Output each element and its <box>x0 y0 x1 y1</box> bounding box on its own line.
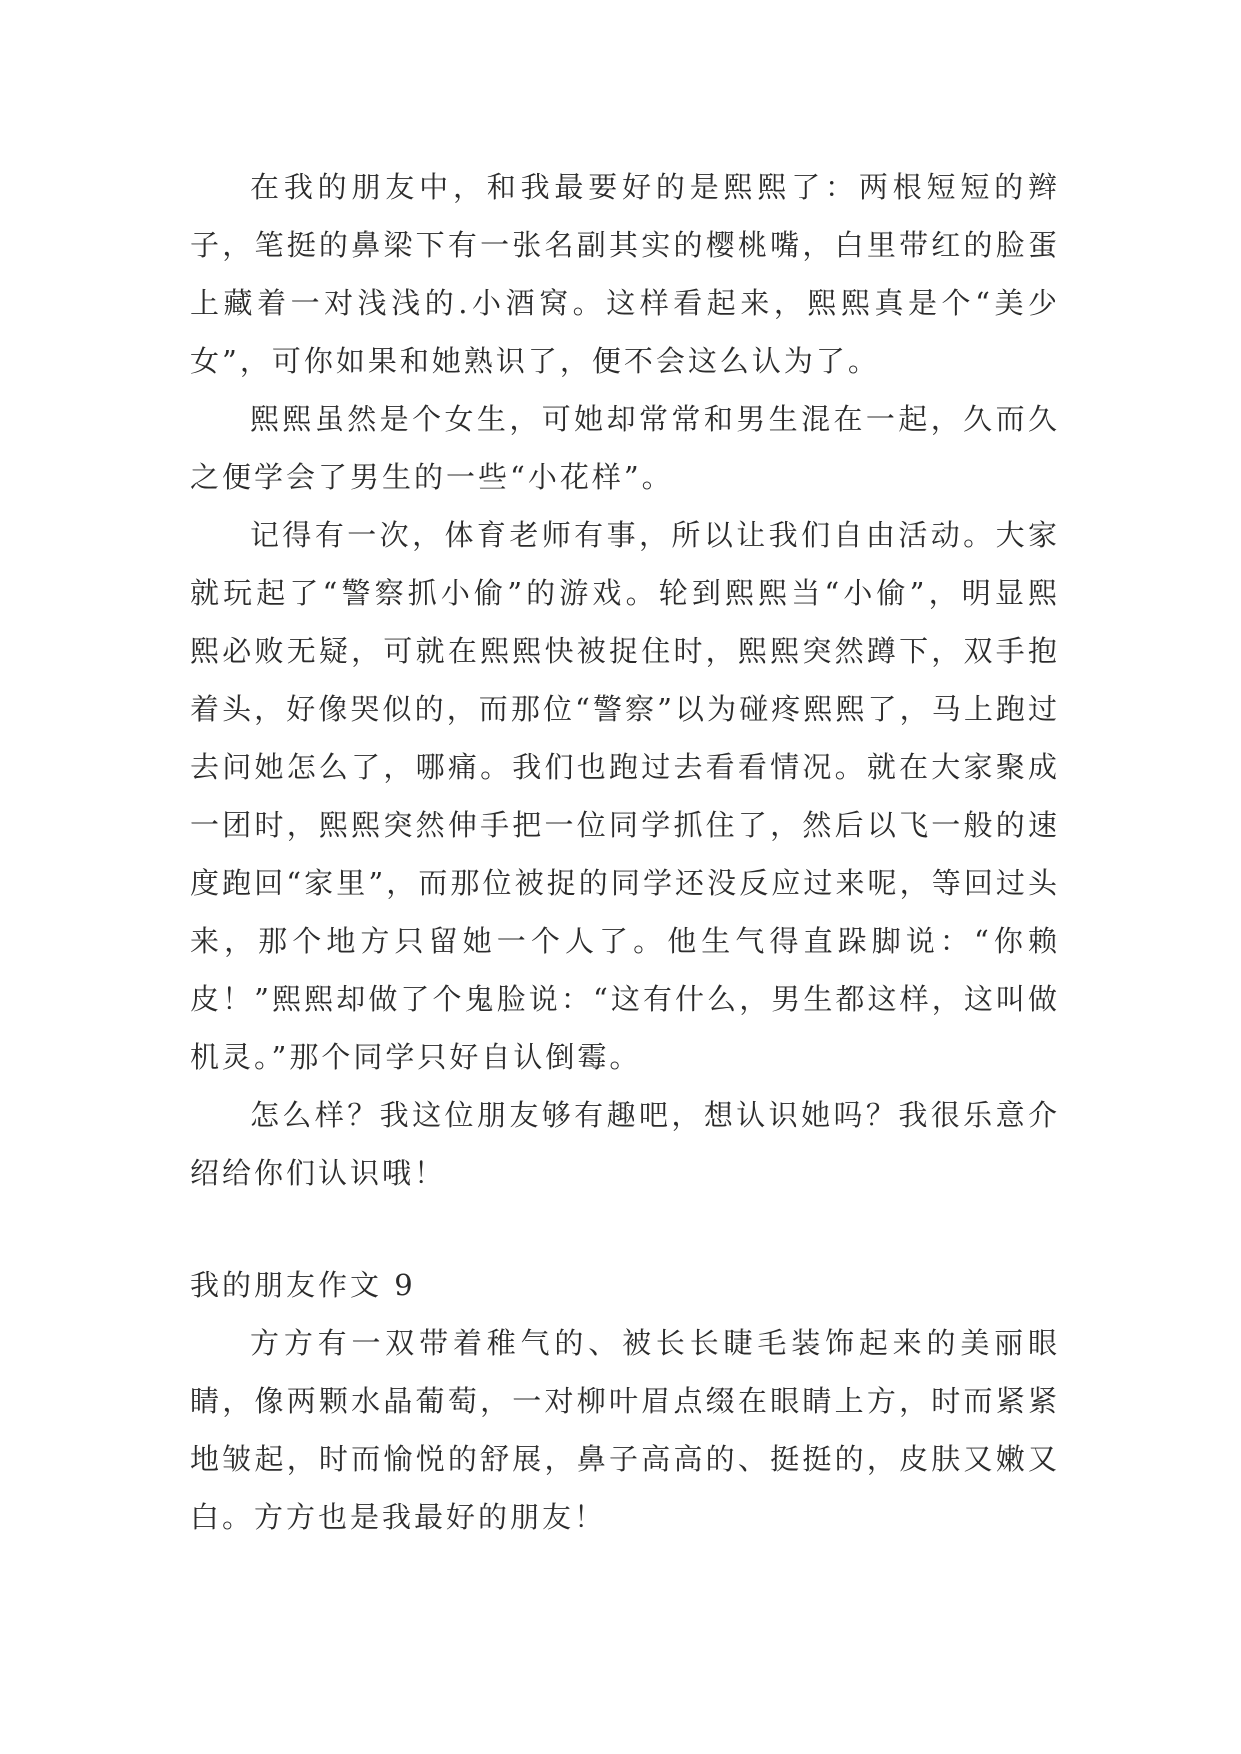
paragraph-4: 怎么样？我这位朋友够有趣吧，想认识她吗？我很乐意介绍给你们认识哦！ <box>190 1098 1060 1190</box>
paragraph-3: 记得有一次，体育老师有事，所以让我们自由活动。大家就玩起了“警察抓小偷”的游戏。轮到熙熙当“小偷”，明显熙熙必败无疑，可就在熙熙快被捉住时，熙熙突然蹲下，双手抱着头，好像哭似的，而那位“警察”以为碰疼熙熙了，马上跑过去问她怎么了，哪痛。我们也跑过去看看情况。就在大家聚成一团时，熙熙突然伸手把一位同学抓住了，然后以飞一般的速度跑回“家里”，而那位被捉的同学还没反应过来呢，等回过头来，那个地方只留她一个人了。他生气得直跺脚说：“你赖皮！”熙熙却做了个鬼脸说：“这有什么，男生都这样，这叫做机灵。”那个同学只好自认倒霉。 <box>190 518 1060 1074</box>
paragraph-5: 方方有一双带着稚气的、被长长睫毛装饰起来的美丽眼睛，像两颗水晶葡萄，一对柳叶眉点缀在眼睛上方，时而紧紧地皱起，时而愉悦的舒展，鼻子高高的、挺挺的，皮肤又嫩又白。方方也是我最好的朋友！ <box>190 1326 1060 1534</box>
section-title: 我的朋友作文 9 <box>190 1268 416 1302</box>
paragraph-1: 在我的朋友中，和我最要好的是熙熙了：两根短短的辫子，笔挺的鼻梁下有一张名副其实的樱桃嘴，白里带红的脸蛋上藏着一对浅浅的.小酒窝。这样看起来，熙熙真是个“美少女”，可你如果和她熟识了，便不会这么认为了。 <box>190 170 1060 378</box>
document-body <box>190 158 1060 1546</box>
paragraph-2: 熙熙虽然是个女生，可她却常常和男生混在一起，久而久之便学会了男生的一些“小花样”。 <box>190 402 1060 494</box>
